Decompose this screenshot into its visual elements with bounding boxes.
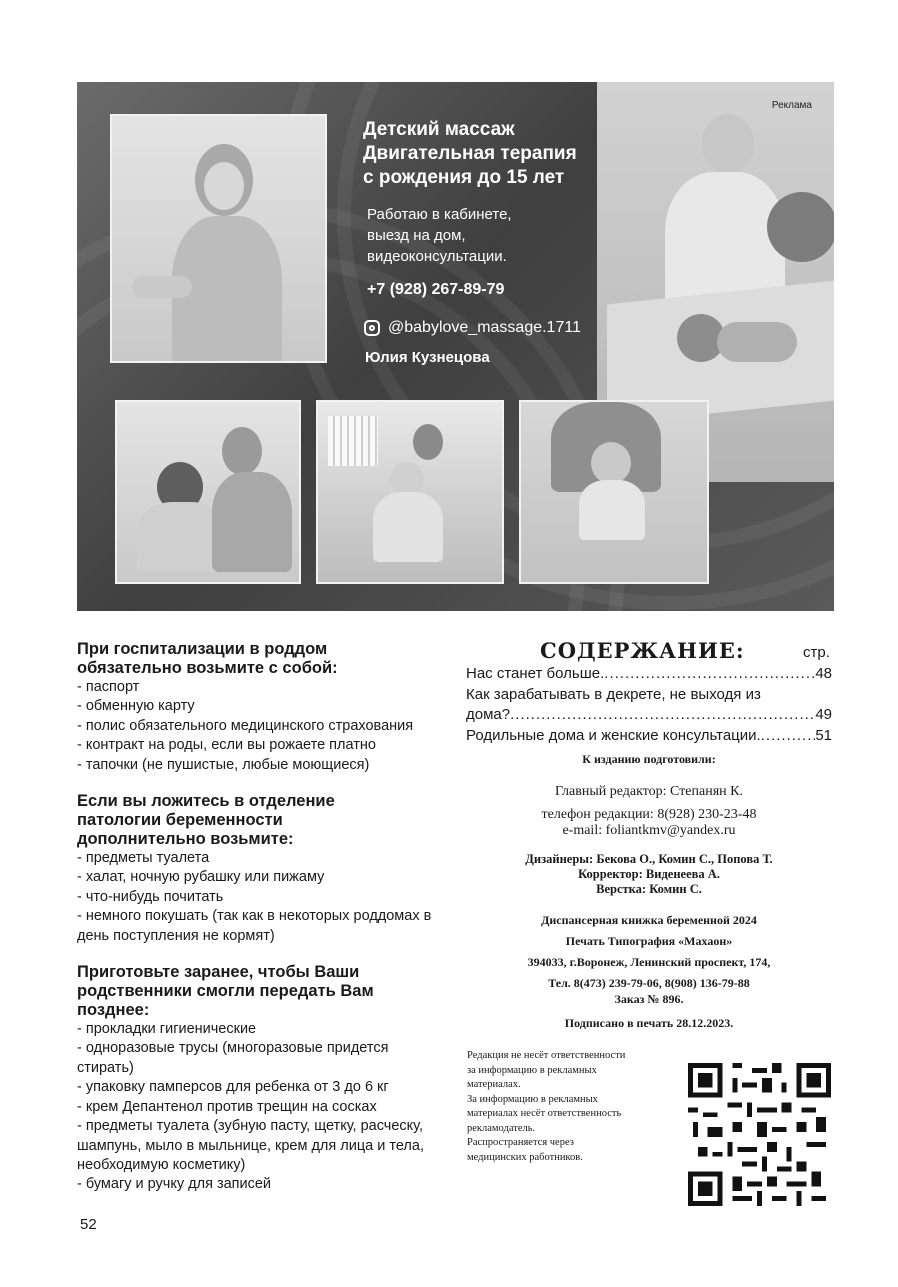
checklist [77, 849, 449, 946]
page-number: 52 [80, 1216, 97, 1233]
photo-child-3 [519, 400, 709, 584]
toc-entry-title: дома? [466, 706, 511, 723]
ad-subtitle-line: выезд на дом, [367, 227, 466, 244]
imprint-designers: Дизайнеры: Бекова О., Комин С., Попова Т. [525, 852, 773, 866]
qr-code-icon[interactable] [688, 1063, 831, 1206]
toc-leader [604, 664, 815, 685]
toc-entry-page: 48 [815, 665, 832, 682]
disclaimer-line: материалах несёт ответственность [467, 1108, 622, 1119]
disclaimer-line: Распространяется через [467, 1137, 574, 1148]
section-heading-line: патологии беременности [77, 811, 283, 830]
ad-subtitle-line: видеоконсультации. [367, 248, 507, 265]
checklist-column [77, 640, 449, 1212]
photo-child-2 [316, 400, 504, 584]
ad-instagram [364, 319, 581, 337]
ad-title-line: с рождения до 15 лет [363, 167, 565, 188]
list-item: - крем Депантенол против трещин на сосках [77, 1098, 377, 1115]
section-heading-line: Приготовьте заранее, чтобы Ваши [77, 963, 360, 982]
ad-title [363, 118, 577, 190]
list-item: - полис обязательного медицинского страхования [77, 717, 414, 734]
imprint-signed: Подписано в печать 28.12.2023. [564, 1016, 734, 1030]
advertisement-banner [77, 82, 834, 611]
section-heading-line: При госпитализации в роддом [77, 640, 328, 658]
checklist [77, 1020, 449, 1195]
list-item: - обменную карту [77, 698, 195, 715]
ad-subtitle-line: Работаю в кабинете, [367, 206, 512, 223]
portrait-photo [110, 114, 327, 363]
imprint-layout: Верстка: Комин С. [596, 882, 702, 896]
section-heading-line: Если вы ложитесь в отделение [77, 792, 335, 811]
toc-entry-title: Родильные дома и женские консультации. [466, 726, 761, 744]
list-item: - тапочки (не пушистые, любые моющиеся) [77, 756, 370, 773]
toc-leader [761, 726, 816, 747]
imprint-editor: Главный редактор: Степанян К. [554, 784, 743, 799]
toc-title: СОДЕРЖАНИЕ: [540, 638, 745, 663]
list-item: - контракт на роды, если вы рожаете платно [77, 737, 376, 754]
list-item: - упаковку памперсов для ребенка от 3 до 6 кг [77, 1079, 389, 1096]
disclaimer-line: рекламодатель. [467, 1122, 536, 1134]
imprint-corrector: Корректор: Виденеева А. [578, 867, 720, 881]
toc-entry-title: Нас станет больше. [466, 665, 605, 682]
imprint-address: 394033, г.Воронеж, Ленинский проспект, 174, [527, 955, 771, 969]
section-heading [77, 792, 449, 849]
photo-child-1 [115, 400, 301, 584]
imprint-book-title: Диспансерная книжка беременной 2024 [541, 913, 757, 927]
disclaimer-line: Редакция не несёт ответственности [467, 1050, 626, 1061]
toc-entry-page: 49 [815, 706, 832, 723]
imprint-order: Заказ № 896. [614, 992, 684, 1006]
imprint-contacts [466, 807, 832, 839]
imprint-staff [466, 852, 832, 897]
disclaimer-line: за информацию в рекламных [467, 1064, 597, 1076]
toc-entry-title: Как зарабатывать в декрете, не выходя из [466, 685, 761, 703]
instagram-icon [364, 320, 380, 336]
imprint-printer-phone: Тел. 8(473) 239-79-06, 8(908) 136-79-88 [548, 976, 750, 990]
list-item: - предметы туалета [77, 850, 210, 867]
section-heading [77, 640, 449, 678]
section-heading-line: родственники смогли передать Вам [77, 982, 374, 1001]
ad-label: Реклама [771, 100, 812, 111]
disclaimer-line: материалах. [467, 1079, 521, 1090]
list-item: - предметы туалета (зубную пасту, щетку, расческу, шампунь, мыло в мыльнице, крем для лица и тела, необходимую косметику) [77, 1118, 424, 1173]
checklist [77, 678, 449, 775]
ad-person-name: Юлия Кузнецова [365, 349, 490, 366]
toc-entry-page: 51 [815, 726, 832, 744]
toc-entry-line[interactable] [466, 685, 832, 706]
ad-subtitle [367, 204, 512, 267]
imprint-email: e-mail: foliantkmv@yandex.ru [562, 823, 736, 838]
section-heading-line: позднее: [77, 1001, 150, 1020]
section-heading-line: обязательно возьмите с собой: [77, 659, 338, 677]
disclaimer-line: За информацию в рекламных [467, 1093, 598, 1105]
list-item: - халат, ночную рубашку или пижаму [77, 869, 325, 886]
ad-title-line: Двигательная терапия [363, 143, 577, 164]
list-item: - прокладки гигиенические [77, 1021, 257, 1038]
toc-leader [510, 705, 815, 726]
ad-phone: +7 (928) 267-89-79 [367, 281, 505, 298]
toc-entry[interactable] [466, 664, 832, 685]
table-of-contents [466, 664, 832, 746]
imprint-heading: К изданию подготовили: [582, 752, 716, 766]
imprint-printer: Печать Типография «Махаон» [565, 934, 733, 948]
list-item: - что-нибудь почитать [77, 888, 224, 905]
ad-instagram-handle: @babylove_massage.1711 [388, 319, 581, 336]
toc-entry[interactable] [466, 726, 832, 747]
disclaimer [467, 1049, 667, 1165]
list-item: - бумагу и ручку для записей [77, 1176, 272, 1193]
imprint-phone: телефон редакции: 8(928) 230-23-48 [541, 807, 757, 822]
toc-page-label: стр. [803, 644, 830, 661]
list-item: - одноразовые трусы (многоразовые придется стирать) [77, 1040, 389, 1076]
imprint-publication [466, 910, 832, 994]
list-item: - паспорт [77, 679, 140, 695]
section-heading-line: дополнительно возьмите: [77, 830, 294, 849]
section-heading [77, 963, 449, 1020]
toc-entry[interactable] [466, 705, 832, 726]
disclaimer-line: медицинских работников. [467, 1151, 583, 1163]
list-item: - немного покушать (так как в некоторых роддомах в день поступления не кормят) [77, 908, 432, 944]
ad-title-line: Детский массаж [363, 119, 515, 140]
